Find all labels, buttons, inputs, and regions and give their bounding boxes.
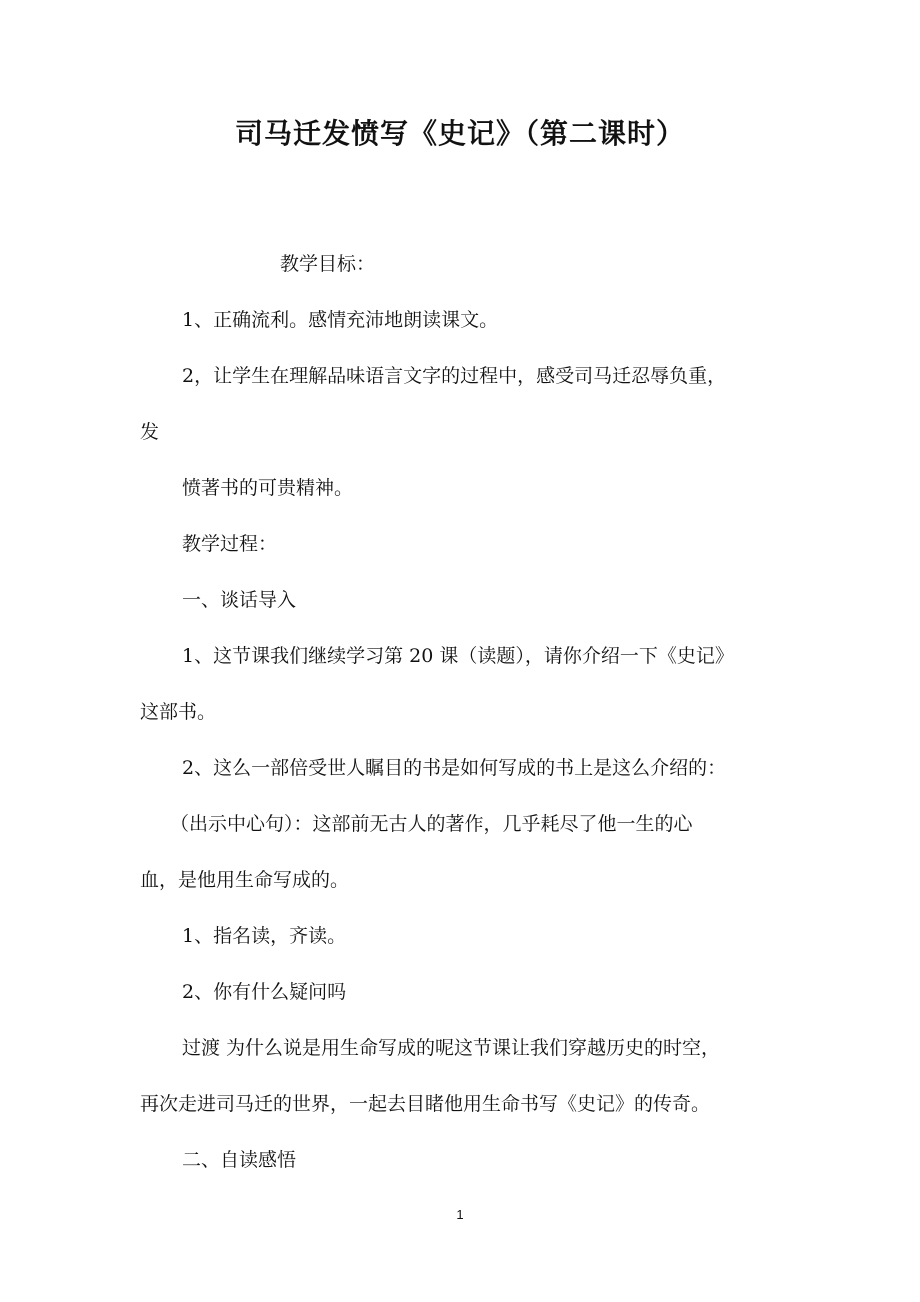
page-number: 1 <box>456 1207 464 1222</box>
section-heading: 二、自读感悟 <box>182 1149 297 1171</box>
paragraph-line: 这部书。 <box>140 701 217 723</box>
section-heading: 一、谈话导入 <box>182 589 297 611</box>
paragraph-line: 2、这么一部倍受世人瞩目的书是如何写成的书上是这么介绍的： <box>182 757 727 779</box>
paragraph-line: （出示中心句）：这部前无古人的著作，几乎耗尽了他一生的心 <box>170 813 693 835</box>
paragraph-line: 1、这节课我们继续学习第 20 课（读题），请你介绍一下《史记》 <box>182 645 734 667</box>
paragraph-line: 1、指名读，齐读。 <box>182 925 347 947</box>
paragraph-line: 1、正确流利。感情充沛地朗读课文。 <box>182 309 499 331</box>
paragraph-line: 教学目标： <box>280 253 376 275</box>
paragraph-line: 愤著书的可贵精神。 <box>182 477 354 499</box>
paragraph-line: 2、你有什么疑问吗 <box>182 981 347 1003</box>
paragraph-line: 教学过程： <box>182 533 278 555</box>
paragraph-line: 2，让学生在理解品味语言文字的过程中，感受司马迁忍辱负重， <box>182 365 727 387</box>
document-title: 司马迁发愤写《史记》（第二课时） <box>234 117 685 150</box>
paragraph-line: 血，是他用生命写成的。 <box>140 869 350 891</box>
paragraph-line: 发 <box>140 421 160 443</box>
paragraph-line: 过渡 为什么说是用生命写成的呢这节课让我们穿越历史的时空， <box>182 1037 721 1059</box>
paragraph-line: 再次走进司马迁的世界，一起去目睹他用生命书写《史记》的传奇。 <box>140 1093 711 1115</box>
